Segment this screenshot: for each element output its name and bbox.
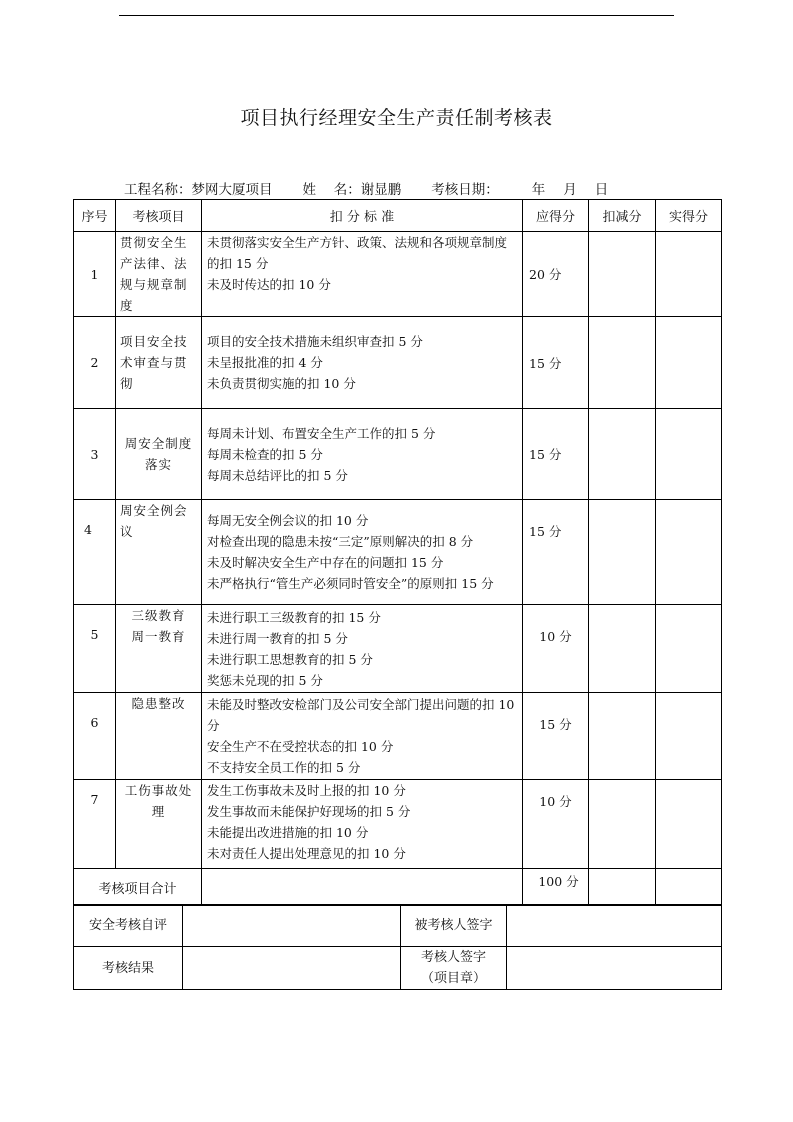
criteria-line: 未能提出改进措施的扣 10 分: [207, 825, 369, 840]
header-deduction: 扣减分: [589, 200, 656, 232]
criteria-line: 对检查出现的隐患未按“三定”原则解决的扣 8 分: [207, 534, 474, 549]
project-value: 梦网大厦项目: [191, 182, 273, 198]
criteria-line: 不支持安全员工作的扣 5 分: [207, 760, 361, 775]
row-actual-field[interactable]: [656, 500, 722, 605]
row-item: 三级教育周一教育: [116, 605, 202, 693]
row-deduction-field[interactable]: [589, 317, 656, 409]
row-item: 项目安全技术审查与贯彻: [116, 317, 202, 409]
row-num: 2: [74, 317, 116, 409]
date-year: 年: [531, 182, 546, 198]
row-num: 4: [74, 500, 116, 605]
row-score: 20 分: [523, 232, 589, 317]
project-label: 工程名称：: [124, 182, 192, 198]
row-deduction-field[interactable]: [589, 780, 656, 869]
total-label: 考核项目合计: [74, 869, 202, 906]
result-field[interactable]: [183, 947, 401, 990]
criteria-line: 未负责贯彻实施的扣 10 分: [207, 376, 356, 391]
criteria-line: 未贯彻落实安全生产方针、政策、法规和各项规章制度的扣 15 分: [207, 235, 508, 271]
examiner-sign-field[interactable]: [507, 947, 722, 990]
total-deduction-field[interactable]: [589, 869, 656, 906]
header-item: 考核项目: [116, 200, 202, 232]
criteria-line: 每周未总结评比的扣 5 分: [207, 467, 348, 483]
signature-table: [73, 904, 722, 990]
date-day: 日: [594, 182, 609, 198]
row-actual-field[interactable]: [656, 232, 722, 317]
table-row: [74, 605, 722, 693]
row-deduction-field[interactable]: [589, 232, 656, 317]
row-criteria: [202, 317, 523, 409]
table-row: [74, 780, 722, 869]
row-score: 15 分: [523, 317, 589, 409]
header-rule: [119, 15, 674, 16]
row-num: 1: [74, 232, 116, 317]
table-header-row: [74, 200, 722, 232]
document-meta: [124, 178, 608, 198]
row-criteria: [202, 409, 523, 500]
table-row: [74, 693, 722, 780]
row-criteria: [202, 500, 523, 605]
criteria-line: 每周未检查的扣 5 分: [207, 446, 323, 462]
total-row: [74, 869, 722, 906]
row-criteria: [202, 232, 523, 317]
criteria-line: 未进行周一教育的扣 5 分: [207, 630, 348, 646]
date-label: 考核日期：: [431, 182, 499, 198]
date-month: 月: [563, 182, 577, 198]
row-score: 15 分: [523, 500, 589, 605]
examiner-sign-label: [401, 947, 507, 990]
total-actual-field[interactable]: [656, 869, 722, 906]
total-score: 100 分: [523, 869, 589, 906]
criteria-line: 未及时解决安全生产中存在的问题扣 15 分: [207, 555, 444, 570]
self-eval-row: [74, 905, 722, 947]
document-title: 项目执行经理安全生产责任制考核表: [240, 107, 553, 129]
name-value: 谢显鹏: [360, 182, 402, 198]
row-score: 10 分: [523, 780, 589, 869]
result-label: 考核结果: [74, 947, 183, 990]
examiner-sign-label-line2: （项目章）: [420, 971, 486, 986]
row-actual-field[interactable]: [656, 409, 722, 500]
row-actual-field[interactable]: [656, 605, 722, 693]
row-item: 隐患整改: [116, 693, 202, 780]
self-eval-label: 安全考核自评: [74, 905, 183, 947]
criteria-line: 奖惩未兑现的扣 5 分: [207, 672, 323, 688]
criteria-line: 每周无安全例会议的扣 10 分: [207, 513, 369, 528]
examinee-sign-label: 被考核人签字: [401, 905, 507, 947]
criteria-line: 未对责任人提出处理意见的扣 10 分: [207, 846, 406, 861]
row-actual-field[interactable]: [656, 693, 722, 780]
criteria-line: 未严格执行“管生产必须同时管安全”的原则扣 15 分: [207, 576, 494, 591]
row-deduction-field[interactable]: [589, 409, 656, 500]
row-actual-field[interactable]: [656, 780, 722, 869]
header-actual: 实得分: [656, 200, 722, 232]
assessment-table: [73, 199, 722, 906]
row-score: 15 分: [523, 693, 589, 780]
row-criteria: [202, 780, 523, 869]
table-row: [74, 409, 722, 500]
row-criteria: [202, 605, 523, 693]
header-criteria: 扣 分 标 准: [202, 200, 523, 232]
name-label: 姓 名：: [302, 182, 361, 198]
row-actual-field[interactable]: [656, 317, 722, 409]
row-num: 3: [74, 409, 116, 500]
row-item: 工伤事故处理: [116, 780, 202, 869]
table-row: [74, 232, 722, 317]
criteria-line: 未及时传达的扣 10 分: [207, 277, 331, 292]
row-num: 5: [74, 605, 116, 693]
examinee-sign-field[interactable]: [507, 905, 722, 947]
row-item: 贯彻安全生产法律、法规与规章制度: [116, 232, 202, 317]
row-criteria: [202, 693, 523, 780]
criteria-line: 发生工伤事故未及时上报的扣 10 分: [207, 783, 406, 798]
table-row: [74, 317, 722, 409]
row-item: 周安全例会议: [116, 500, 202, 605]
criteria-line: 发生事故而未能保护好现场的扣 5 分: [207, 804, 411, 819]
criteria-line: 安全生产不在受控状态的扣 10 分: [207, 739, 394, 754]
row-deduction-field[interactable]: [589, 693, 656, 780]
row-num: 7: [74, 780, 116, 869]
header-score: 应得分: [523, 200, 589, 232]
row-deduction-field[interactable]: [589, 500, 656, 605]
header-num: 序号: [74, 200, 116, 232]
result-row: [74, 947, 722, 990]
row-deduction-field[interactable]: [589, 605, 656, 693]
row-num: 6: [74, 693, 116, 780]
examiner-sign-label-line1: 考核人签字: [420, 950, 486, 965]
criteria-line: 每周未计划、布置安全生产工作的扣 5 分: [207, 425, 436, 441]
criteria-line: 未进行职工三级教育的扣 15 分: [207, 609, 381, 625]
criteria-line: 未能及时整改安检部门及公司安全部门提出问题的扣 10 分: [207, 697, 515, 733]
self-eval-field[interactable]: [183, 905, 401, 947]
criteria-line: 项目的安全技术措施未组织审查扣 5 分: [207, 334, 423, 349]
criteria-line: 未进行职工思想教育的扣 5 分: [207, 651, 373, 667]
table-row: [74, 500, 722, 605]
criteria-line: 未呈报批准的扣 4 分: [207, 355, 323, 370]
total-criteria: [202, 869, 523, 906]
row-score: 10 分: [523, 605, 589, 693]
row-item: 周安全制度落实: [116, 409, 202, 500]
row-score: 15 分: [523, 409, 589, 500]
